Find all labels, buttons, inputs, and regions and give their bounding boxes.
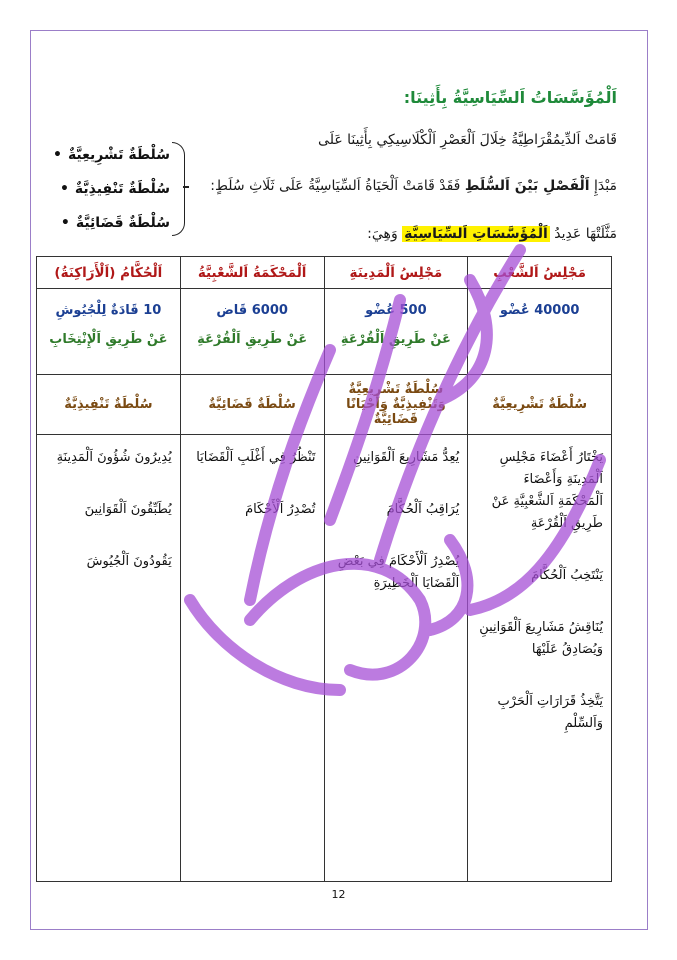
members-cell [180,289,324,375]
member-count: 10 قَادَةٌ لِلْجُيُوشِ [55,303,162,318]
selection-method: عَنْ طَرِيقِ اَلْقُرْعَةِ [340,332,451,347]
institutions-table [36,256,612,882]
header-peoples-court: اَلْمَحْكَمَةُ اَلشَّعْبِيَّةُ [180,257,324,289]
table-power-row [37,375,612,435]
highlighted-term: اَلْمُؤَسَّسَاتِ اَلسِّيَاسِيَّةِ [404,226,548,242]
role-item: يَقُودُونَ اَلْجُيُوشَ [86,554,172,569]
role-item: يُرَاقِبُ اَلْحُكَّامَ [386,502,460,517]
member-count: 500 عُضْو [365,303,427,318]
role-item: يُعِدُّ مَشَارِيعَ اَلْقَوَانِينِ [353,450,460,465]
powers-list [58,138,170,240]
role-item: يَنْتَخِبُ اَلْحُكَّامَ [531,568,603,583]
header-peoples-assembly: مَجْلِسُ اَلشَّعْبِ [468,257,612,289]
role-item: يُدِيرُونَ شُؤُونَ اَلْمَدِينَةِ [56,450,172,465]
roles-cell-city-council [324,435,468,882]
role-item: يُصْدِرُ اَلْأَحْكَامَ فِي بَعْضِ اَلْقَضَايَا اَلْخَطِيرَةِ [337,554,460,591]
table-members-row [37,289,612,375]
paragraph-line-3 [367,226,617,242]
members-cell [37,289,181,375]
header-archons: اَلْحُكَّامُ (اَلْأَرَاكِنَةُ) [37,257,181,289]
power-type-cell: سُلْطَةٌ تَشْرِيعِيَّةٌ [468,375,612,435]
roles-cell-peoples-assembly [468,435,612,882]
paragraph-line-2 [210,178,617,194]
selection-method: عَنْ طَرِيقِ اَلْقُرْعَةِ [197,332,308,347]
role-item: يَتَّخِذُ قَرَارَاتِ اَلْحَرْبِ وَاَلسِّلْمِ [497,694,603,731]
brace-tip [183,186,189,188]
section-heading: اَلْمُؤَسَّسَاتُ اَلسِّيَاسِيَّةُ بِأَثِينَا: [403,88,617,107]
table-header-row [37,257,612,289]
paragraph-line-3-start: مَثَّلَتْهَا عَدِيدُ [554,226,617,242]
role-item: تُصْدِرُ اَلْأَحْكَامَ [245,502,316,517]
member-count: 40000 عُضْو [499,303,580,318]
power-type-cell: سُلْطَةٌ تَشْرِيعِيَّةٌ وَتَنْفِيذِيَّةٌ وَأَحْيَانًا قَضَائِيَّةٌ [324,375,468,435]
table-roles-row [37,435,612,882]
power-item-legislative: سُلْطَةٌ تَشْرِيعِيَّةٌ • [58,138,170,172]
separation-of-powers-term: اَلْفَصْلِ بَيْنَ اَلسُّلَطِ [464,178,590,194]
paragraph-line-2-start: مَبْدَإِ [594,178,617,194]
paragraph-line-3-end: وَهِيَ: [367,226,398,242]
members-cell [468,289,612,375]
paragraph-line-2-end: فَقَدْ قَامَتْ اَلْحَيَاةُ اَلسِّيَاسِيَّةُ عَلَى ثَلَاثِ سُلَطٍ: [210,178,461,194]
power-item-executive: سُلْطَةٌ تَنْفِيذِيَّةٌ • [58,172,170,206]
role-item: يُطَبِّقُونَ اَلْقَوَانِينَ [84,502,172,517]
power-item-judicial: سُلْطَةٌ قَضَائِيَّةٌ • [58,206,170,240]
page-number: 12 [331,888,346,901]
power-type-cell: سُلْطَةٌ تَنْفِيذِيَّةٌ [37,375,181,435]
role-item: يُنَاقِشُ مَشَارِيعَ اَلْقَوَانِينِ وَيُصَادِقُ عَلَيْهَا [479,620,603,657]
paragraph-line-1: قَامَتْ اَلدِّيمُقْرَاطِيَّةُ خِلَالَ اَلْعَصْرِ اَلْكْلَاسِيكِي بِأَثِينَا عَلَى [318,132,617,148]
selection-method: عَنْ طَرِيقِ اَلْإِنْتِخَابِ [49,332,168,347]
roles-cell-peoples-court [180,435,324,882]
role-item: تَنْظُرُ فِي أَغْلَبِ اَلْقَضَايَا [196,450,316,465]
members-cell [324,289,468,375]
curly-brace-icon [172,142,185,236]
power-type-cell: سُلْطَةٌ قَضَائِيَّةٌ [180,375,324,435]
header-city-council: مَجْلِسُ اَلْمَدِينَةِ [324,257,468,289]
member-count: 6000 قَاض [216,303,288,318]
roles-cell-archons [37,435,181,882]
role-item: يَخْتَارُ أَعْضَاءَ مَجْلِسِ اَلْمَدِينَةِ وَأَعْضَاءَ اَلْمَحْكَمَةِ اَلشَّعْبِيَّةِ عَنْ طَرِيقِ اَلْقُرْعَةِ [491,450,603,531]
